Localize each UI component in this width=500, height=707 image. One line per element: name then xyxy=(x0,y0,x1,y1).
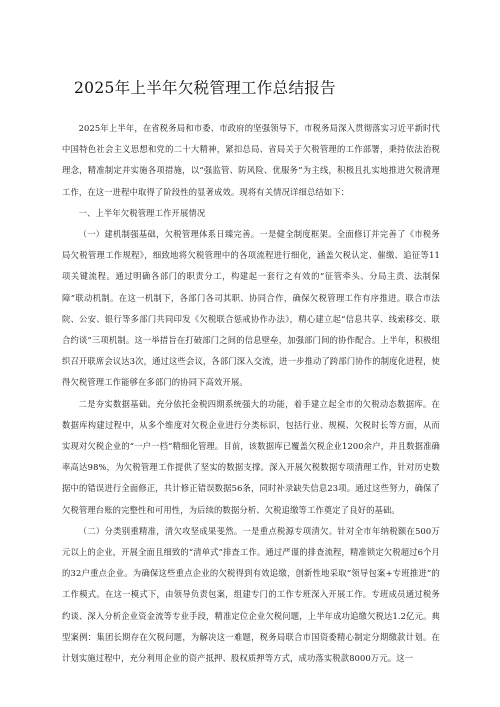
paragraph-classified-collection: （二）分类别重精准，清欠攻坚成果斐然。一是重点税源专项清欠。针对全市年纳税额在500万元以上的企业，开展全面且细致的“清单式”排查工作。通过严谨的排查流程，精准锁定欠税超过6个月的32户重点企业。为确保这些重点企业的欠税得到有效追缴，创新性地采取“领导包案+专班推进”的工作模式。在这一模式下，由领导负责包案，组建专门的工作专班深入开展工作。专班成员通过税务约谈、深入分析企业资金流等专业手段，精准定位企业欠税问题，上半年成功追缴欠税达1.2亿元。典型案例：集团长期存在欠税问题，为解决这一难题，税务局联合市国资委精心制定分期缴款计划。在计划实施过程中，充分利用企业的资产抵押、股权质押等方式，成功落实税款8000万元。这一 xyxy=(62,525,440,664)
document-body xyxy=(62,118,440,669)
paragraph-mechanism: （一）建机制强基础，欠税管理体系日臻完善。一是健全制度框架。全面修订并完善了《市税务局欠税管理工作规程》，细致地将欠税管理中的各项流程进行细化，涵盖欠税认定、催缴、追征等11项关键流程。通过明确各部门的职责分工，构建起一套行之有效的“征管牵头、分局主责、法制保障”联动机制。在这一机制下，各部门各司其职、协同合作，确保欠税管理工作有序推进。联合市法院、公安、银行等多部门共同印发《欠税联合惩戒协作办法》，精心建立起“信息共享、线索移交、联合约谈”三项机制。这一举措旨在打破部门之间的信息壁垒，加强部门间的协作配合。上半年，积极组织召开联席会议达3次，通过这些会议，各部门深入交流，进一步推动了跨部门协作的制度化进程，使得欠税管理工作能够在多部门的协同下高效开展。 xyxy=(62,229,440,388)
intro-paragraph: 2025年上半年，在省税务局和市委、市政府的坚强领导下，市税务局深入贯彻落实习近平新时代中国特色社会主义思想和党的二十大精神，紧扣总局、省局关于欠税管理的工作部署，秉持依法治税理念，精准制定并实施各项措施，以“强监管、防风险、优服务”为主线，积极且扎实地推进欠税清理工作，在这一进程中取得了阶段性的显著成效。现将有关情况详细总结如下： xyxy=(62,123,440,197)
paragraph-data-foundation: 二是夯实数据基础。充分依托金税四期系统强大的功能，着手建立起全市的欠税动态数据库。在数据库构建过程中，从多个维度对欠税企业进行分类标识，包括行业、规模、欠税时长等方面，从而实现对欠税企业的“一户一档”精细化管理。目前，该数据库已覆盖欠税企业1200余户，并且数据准确率高达98%，为欠税管理工作提供了坚实的数据支撑。深入开展欠税数据专项清理工作，针对历史数据中的错误进行全面修正，共计修正错误数据56条，同时补录缺失信息23项。通过这些努力，确保了欠税管理台账的完整性和可用性，为后续的数据分析、欠税追缴等工作奠定了良好的基础。 xyxy=(62,398,440,515)
document-title: 2025年上半年欠税管理工作总结报告 xyxy=(74,79,336,97)
section-heading: 一、上半年欠税管理工作开展情况 xyxy=(78,207,206,218)
